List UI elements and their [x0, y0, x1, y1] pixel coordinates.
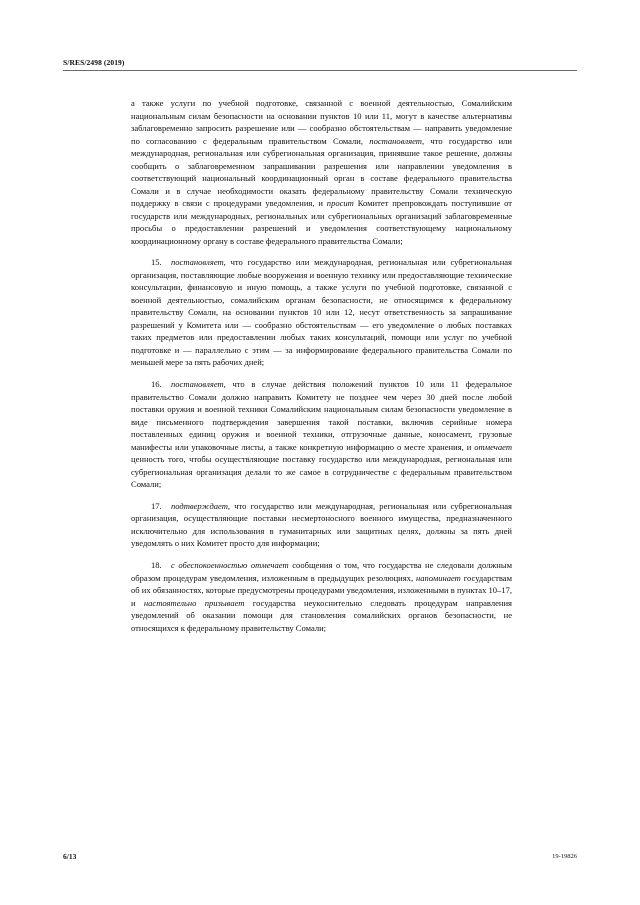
- header-rule: [63, 70, 577, 71]
- numbered-paragraph: [131, 378, 512, 491]
- operative-phrase: напоминает: [416, 572, 461, 583]
- operative-phrase: настоятельно призывает: [143, 597, 245, 608]
- page-number: 6/13: [63, 852, 77, 861]
- numbered-paragraph: [131, 500, 512, 550]
- paragraph-number: 18.: [151, 560, 162, 571]
- paragraph-number: 15.: [151, 257, 162, 268]
- document-body: [131, 97, 512, 643]
- paragraph-text: , что в случае действия положений пунктов 10 или 11 федеральное правительство Сомали должно направить Комитету не позднее чем через 30 дней после любой поставки оружия и военной техники Сомалийским национальным силам безопасности уведомление в виде письменного подтверждения завершения такой поставки, включив серийные номера поставленных единиц оружия и военной техники, отгрузочные данные, коносамент, грузовые манифесты или упаковочные листы, а также конкретную информацию о месте хранения, и: [131, 379, 512, 452]
- operative-phrase: подтверждает: [171, 500, 228, 511]
- paragraph-number: 16.: [151, 379, 162, 390]
- paragraph-text: государствам об их обязанностях, которые предусмотрены процедурами уведомления, изложенными в пунктах 10–17, и: [131, 572, 512, 608]
- operative-phrase: с обеспокоенностью отмечает: [171, 560, 289, 571]
- paragraph-number: 17.: [151, 500, 162, 511]
- paragraph-text: , что государство или международная, региональная или субрегиональная организация, поставляющие любые вооружения и военную технику или предоставляющие технические консультации, финансовую и иную помощь, а также услуги по учебной подготовке, связанной с военной деятельностью, сомалийским органам безопасности, не относящимся к федеральному правительству Сомали, на основании пунктов 10 или 12, несут ответственность за запрашивание разрешений у Комитета или — сообразно обстоятельствам — его уведомление о любых поставках таких предметов или предоставлении любых таких консультаций, помощи или услуг по учебной подготовке и — параллельно с этим — за информирование федерального правительства Сомали по меньшей мере за пять рабочих дней;: [131, 257, 512, 368]
- numbered-paragraph: [131, 256, 512, 369]
- document-symbol: S/RES/2498 (2019): [63, 58, 125, 67]
- paragraph-text: Комитет препровождать поступившие от государств или международных, региональных или субрегиональных организаций заблаговременные просьбы о предоставлении разрешений и уведомления соответствующему национальному координационному органу в составе федерального правительства Сомали;: [131, 198, 512, 246]
- continued-paragraph: [131, 97, 512, 247]
- operative-phrase: постановляет: [171, 379, 224, 390]
- paragraph-text: а также услуги по учебной подготовке, связанной с военной деятельностью, Сомалийским национальным силам безопасности на основании пунктов 10 или 11, могут в качестве альтернативы заблаговременно запросить разрешение или — сообразно обстоятельствам — направить уведомление по согласованию с федеральным правительством Сомали,: [131, 98, 512, 146]
- paragraph-text: , что государство или международная, региональная или субрегиональная организация, принявшие такое решение, должны сообщить о заблаговременном запрашивании разрешения или направлении уведомления в соответствующий национальный координационный орган в составе федерального правительства Сомали и в случае необходимости оказать федеральному правительству Сомали техническую поддержку в связи с процедурами уведомления, и: [131, 135, 512, 208]
- paragraph-text: государства неукоснительно следовать процедурам направления уведомлений об оказании помощи для становления сомалийских органов безопасности, не относящихся к федеральному правительству Сомали;: [131, 597, 512, 633]
- operative-phrase: постановляет: [171, 257, 224, 268]
- paragraph-text: ценность того, чтобы осуществляющие поставку государство или международная, региональная или субрегиональная организация делали то же самое в сотрудничестве с федеральным правительством Сомали;: [131, 454, 512, 490]
- operative-phrase: постановляет: [369, 135, 422, 146]
- document-id: 19-19826: [552, 853, 577, 860]
- operative-phrase: отмечает: [474, 441, 512, 452]
- paragraph-text: , что государство или международная, региональная или субрегиональная организация, осуществляющие поставки несмертоносного военного имущества, предназначенного исключительно для использования в гуманитарных или защитных целях, должны за пять дней уведомлять о них Комитет просто для информации;: [131, 500, 512, 549]
- numbered-paragraph: [131, 559, 512, 634]
- operative-phrase: просит: [326, 198, 354, 208]
- paragraph-text: сообщения о том, что государства не следовали должным образом процедурам уведомления, изложенным в предыдущих резолюциях,: [131, 560, 512, 583]
